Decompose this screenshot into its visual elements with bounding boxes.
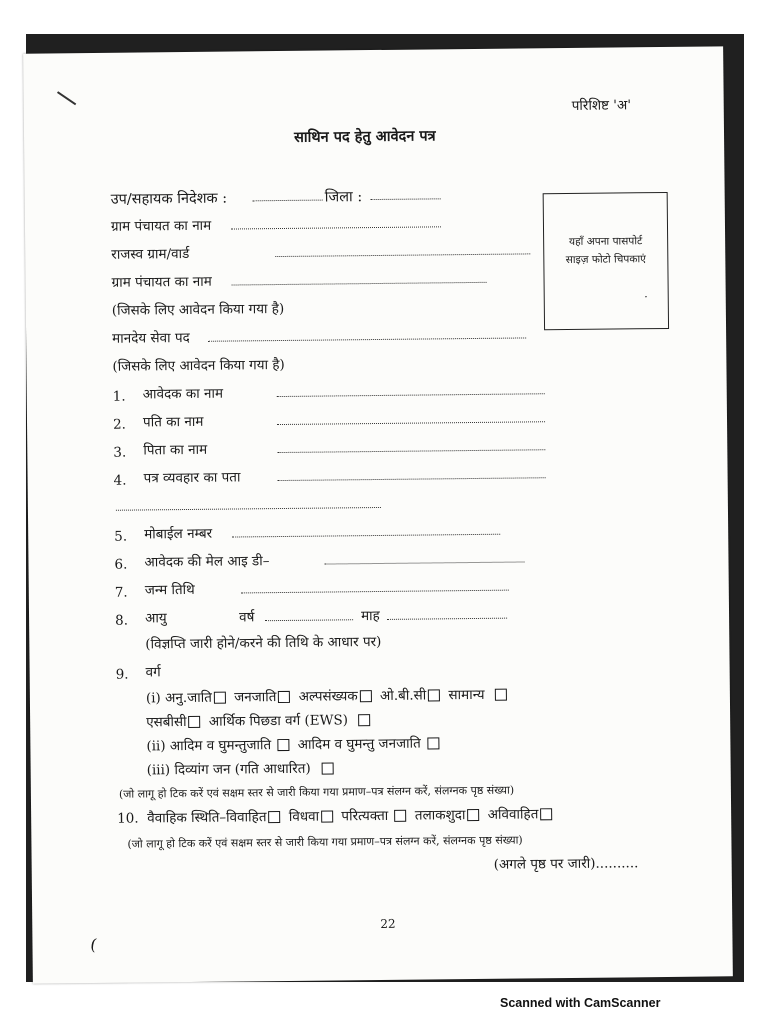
sbc-checkbox[interactable] (189, 716, 201, 728)
category-note: (जो लागू हो टिक करें एवं सक्षम स्तर से जारी किया गया प्रमाण–पत्र संलग्न करें, संलग्नक पृष्ठ संख्या) (118, 783, 515, 801)
item-number-10: 10. (117, 810, 139, 827)
marital-label: वैवाहिक स्थिति–विवाहित (147, 809, 267, 827)
obc-checkbox[interactable] (428, 689, 440, 701)
sc-checkbox[interactable] (214, 692, 226, 704)
unmarried-label: अविवाहित (487, 806, 539, 823)
ews-checkbox[interactable] (359, 714, 371, 726)
revenue-village-field[interactable] (275, 252, 530, 257)
item-number-9: 9. (115, 666, 129, 683)
ews-label: आर्थिक पिछडा वर्ग (EWS) (208, 712, 349, 730)
scratch-mark (57, 91, 76, 105)
photo-instruction-line1: यहाँ अपना पासपोर्ट (568, 235, 643, 248)
gram-panchayat-label-2: ग्राम पंचायत का नाम (111, 273, 212, 291)
revenue-village-label: राजस्व ग्राम/वार्ड (111, 245, 190, 263)
abandoned-label: परित्यक्ता (341, 807, 389, 825)
marital-row (117, 808, 556, 826)
gram-panchayat-field[interactable] (231, 225, 441, 229)
item-number-4: 4. (113, 472, 127, 489)
item-number-2: 2. (112, 416, 127, 433)
honorarium-post-field[interactable] (208, 336, 526, 341)
dob-field[interactable] (241, 589, 509, 594)
tribal-nomadic-checkbox[interactable] (277, 739, 289, 751)
applied-for-note-2: (जिसके लिए आवेदन किया गया है) (112, 356, 285, 375)
sbc-label: एसबीसी (146, 714, 187, 731)
married-checkbox[interactable] (268, 811, 280, 823)
st-label: जनजाति (234, 689, 277, 706)
item-number-7: 7. (114, 584, 128, 601)
age-label: आयु (144, 610, 167, 627)
dob-label: जन्म तिथि (144, 581, 195, 599)
form-page (23, 46, 733, 983)
disabled-checkbox[interactable] (321, 762, 333, 774)
category-row-2 (146, 714, 375, 730)
form-title: साथिन पद हेतु आवेदन पत्र (293, 127, 436, 146)
marital-note: (जो लागू हो टिक करें एवं सक्षम स्तर से जारी किया गया प्रमाण–पत्र संलग्न करें, संलग्नक पृष्ठ संख्या) (127, 833, 523, 851)
page-number: 22 (380, 916, 396, 931)
tribal-nomadic-label: आदिम व घुमन्तुजाति (169, 737, 272, 755)
appendix-label: परिशिष्ट 'अ' (571, 97, 632, 114)
sc-label: अनु.जाति (164, 689, 212, 707)
widow-checkbox[interactable] (321, 810, 333, 822)
item-number-5: 5. (114, 528, 128, 545)
obc-label: ओ.बी.सी (379, 687, 427, 704)
years-field[interactable] (265, 618, 353, 621)
pen-mark: ( (88, 934, 99, 955)
postal-address-field[interactable] (278, 476, 546, 481)
item-number-1: 1. (112, 388, 126, 405)
general-label: सामान्य (448, 686, 485, 704)
item-number-6: 6. (114, 556, 128, 573)
age-note: (विज्ञप्ति जारी होने/करने की तिथि के आधार पर) (145, 633, 382, 653)
years-label: वर्ष (238, 609, 255, 626)
months-label: माह (360, 607, 380, 625)
gram-panchayat-field-2[interactable] (232, 281, 487, 286)
photo-instruction-line2: साइज़ फोटो चिपकाएं (565, 253, 647, 266)
divorced-label: तलाकशुदा (414, 807, 466, 824)
mobile-field[interactable] (232, 533, 500, 538)
minority-checkbox[interactable] (360, 690, 372, 702)
director-field[interactable] (253, 199, 323, 202)
category-row-1: (i) अनु.जाति जनजाति अल्पसंख्यक ओ.बी.सी सामान्य (146, 689, 511, 706)
district-field[interactable] (371, 197, 441, 200)
father-name-label: पिता का नाम (143, 441, 208, 459)
father-name-field[interactable] (277, 448, 545, 453)
district-label: जिला : (324, 189, 363, 206)
divorced-checkbox[interactable] (467, 809, 479, 821)
category-label: वर्ग (145, 664, 161, 681)
item-number-3: 3. (113, 444, 127, 461)
mobile-label: मोबाईल नम्बर (144, 525, 213, 543)
email-label: आवेदक की मेल आइ डी– (144, 553, 270, 571)
applicant-name-label: आवेदक का नाम (142, 385, 224, 403)
email-field[interactable] (324, 560, 524, 564)
general-checkbox[interactable] (495, 689, 507, 701)
tribal-nomadic-2-checkbox[interactable] (427, 737, 439, 749)
honorarium-post-label: मानदेय सेवा पद (112, 329, 190, 347)
st-checkbox[interactable] (278, 691, 290, 703)
postal-address-field-line2[interactable] (116, 506, 381, 511)
minority-label: अल्पसंख्यक (298, 688, 358, 705)
category-row-3: (ii) आदिम व घुमन्तुजाति आदिम व घुमन्तु जनजाति (146, 737, 443, 754)
tribal-nomadic-2-label: आदिम व घुमन्तु जनजाति (297, 735, 421, 753)
abandoned-checkbox[interactable] (394, 810, 406, 822)
husband-name-field[interactable] (277, 420, 545, 425)
months-field[interactable] (387, 617, 507, 620)
scanner-credit: Scanned with CamScanner (500, 996, 661, 1010)
continued-note: (अगले पृष्ठ पर जारी).......... (493, 855, 639, 873)
husband-name-label: पति का नाम (142, 413, 204, 431)
applied-for-note: (जिसके लिए आवेदन किया गया है) (111, 300, 285, 319)
gram-panchayat-label: ग्राम पंचायत का नाम (110, 217, 212, 235)
category-row-4: (iii) दिव्यांग जन (गति आधारित) (147, 762, 338, 777)
applicant-name-field[interactable] (277, 392, 545, 397)
unmarried-checkbox[interactable] (540, 808, 552, 820)
disabled-label: दिव्यांग जन (गति आधारित) (174, 760, 311, 779)
passport-photo-box: यहाँ अपना पासपोर्ट साइज़ फोटो चिपकाएं . (543, 192, 669, 330)
item-number-8: 8. (115, 612, 129, 629)
director-label: उप/सहायक निदेशक : (110, 190, 228, 208)
postal-address-label: पत्र व्यवहार का पता (143, 469, 241, 487)
widow-label: विधवा (288, 808, 320, 825)
